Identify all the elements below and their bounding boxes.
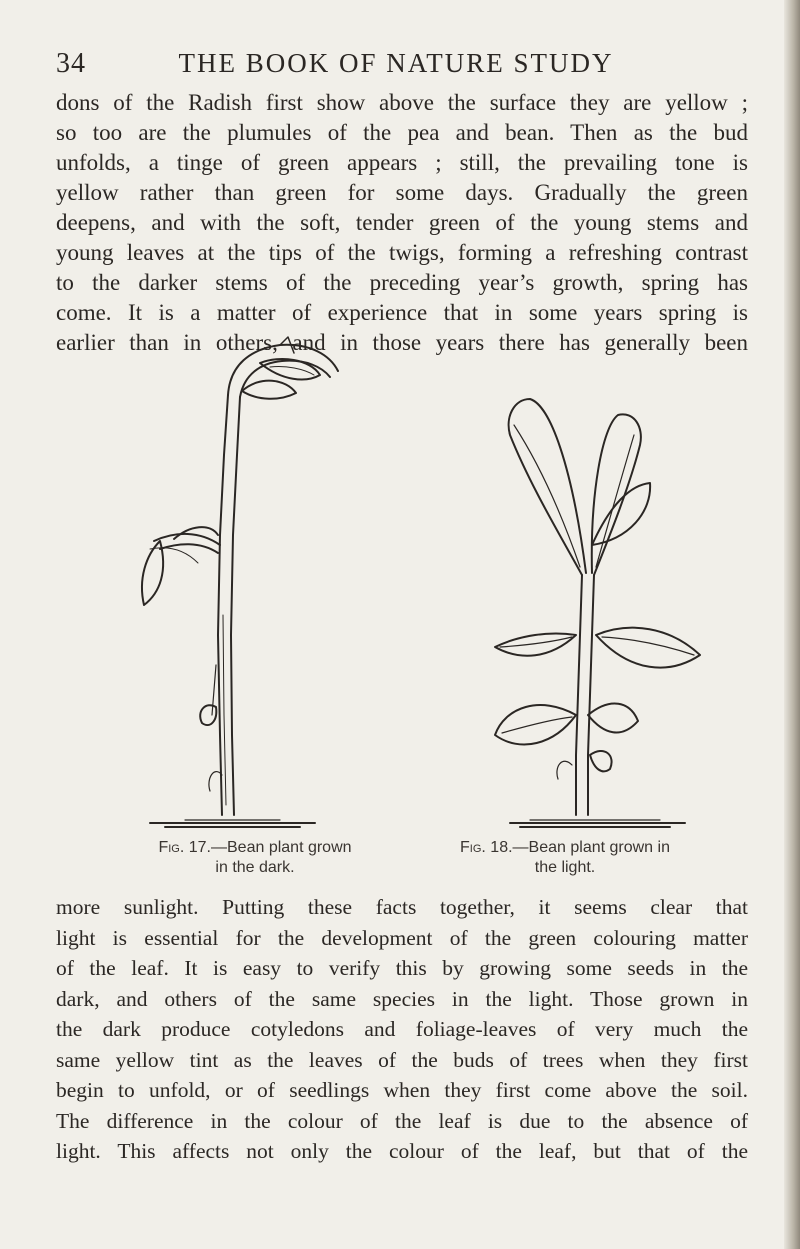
text-line: light. This affects not only the colour of the leaf, but that of the bbox=[56, 1139, 748, 1163]
fig18-drawing bbox=[495, 399, 700, 827]
text-line: unfolds, a tinge of green appears ; still, the prevailing tone is bbox=[56, 150, 748, 175]
page-edge-shadow bbox=[784, 0, 800, 1249]
text-line: dark, and others of the same species in the light. Those grown in bbox=[56, 986, 748, 1011]
text-line: deepens, and with the soft, tender green of the young stems and bbox=[56, 210, 748, 235]
text-line: come. It is a matter of experience that in some years spring is bbox=[56, 300, 748, 325]
text-line: of the leaf. It is easy to verify this by growing some seeds in the bbox=[56, 956, 748, 980]
paragraph-top bbox=[56, 88, 748, 358]
text-line: begin to unfold, or of seedlings when they first come above the soil. bbox=[56, 1078, 748, 1102]
caption-text: in the dark. bbox=[215, 859, 295, 876]
text-line: more sunlight. Putting these facts together, it seems clear that bbox=[56, 895, 748, 919]
paragraph-bottom bbox=[56, 892, 748, 1167]
caption-text: —Bean plant grown bbox=[211, 839, 352, 856]
figure-18-caption bbox=[440, 838, 690, 878]
caption-text: —Bean plant grown in bbox=[512, 839, 670, 856]
text-line: same yellow tint as the leaves of the buds of trees when they first bbox=[56, 1047, 748, 1072]
page-header bbox=[56, 48, 736, 88]
text-line: to the darker stems of the preceding year’s growth, spring has bbox=[56, 270, 748, 295]
text-line: light is essential for the development of the green colouring matter bbox=[56, 925, 748, 950]
figure-17-caption bbox=[130, 838, 380, 878]
caption-text: the light. bbox=[534, 859, 596, 876]
figure-label: Fig. 17. bbox=[158, 839, 211, 856]
text-line: dons of the Radish first show above the surface they are yellow ; bbox=[56, 90, 748, 115]
text-line: so too are the plumules of the pea and bean. Then as the bud bbox=[56, 120, 748, 145]
text-line: The difference in the colour of the leaf is due to the absence of bbox=[56, 1108, 748, 1133]
text-line: yellow rather than green for some days. Gradually the green bbox=[56, 180, 748, 205]
page-number: 34 bbox=[56, 48, 86, 79]
bean-plant-illustration bbox=[110, 335, 730, 835]
text-line: young leaves at the tips of the twigs, forming a refreshing contrast bbox=[56, 240, 748, 265]
fig17-drawing bbox=[142, 337, 338, 827]
text-line: the dark produce cotyledons and foliage-leaves of very much the bbox=[56, 1017, 748, 1041]
text-line: earlier than in others, and in those years there has generally been bbox=[56, 330, 748, 355]
figure-label: Fig. 18. bbox=[460, 839, 513, 856]
running-head: THE BOOK OF NATURE STUDY bbox=[178, 48, 614, 78]
